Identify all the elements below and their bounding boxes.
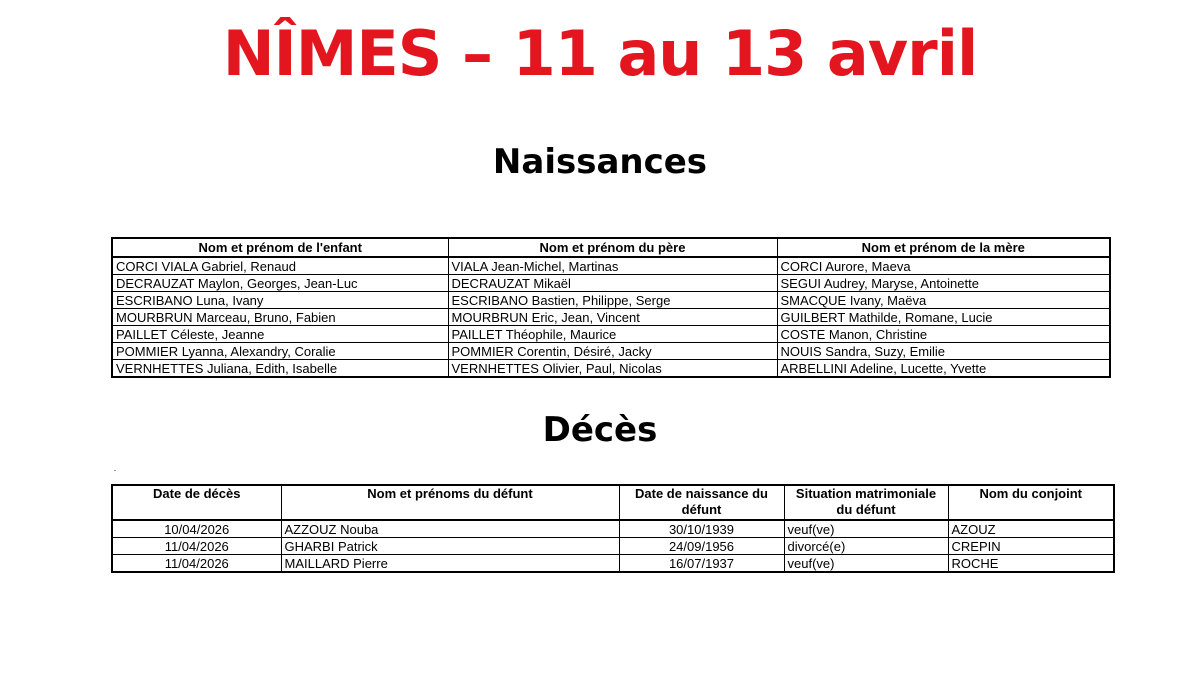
column-header: Nom et prénoms du défunt — [281, 485, 619, 520]
marital-status-cell: veuf(ve) — [784, 555, 948, 573]
father-name-cell: MOURBRUN Eric, Jean, Vincent — [448, 309, 777, 326]
child-name-cell: POMMIER Lyanna, Alexandry, Coralie — [112, 343, 448, 360]
table-row — [112, 343, 1110, 360]
birth-date-cell: 24/09/1956 — [619, 538, 784, 555]
table-row — [112, 275, 1110, 292]
births-section-title: Naissances — [492, 142, 708, 182]
spouse-name-cell: ROCHE — [948, 555, 1114, 573]
child-name-cell: ESCRIBANO Luna, Ivany — [112, 292, 448, 309]
stray-mark — [114, 470, 116, 471]
column-header: Nom et prénom de l'enfant — [112, 238, 448, 257]
father-name-cell: VIALA Jean-Michel, Martinas — [448, 257, 777, 275]
birth-date-cell: 30/10/1939 — [619, 520, 784, 538]
spouse-name-cell: CREPIN — [948, 538, 1114, 555]
deceased-name-cell: MAILLARD Pierre — [281, 555, 619, 573]
table-row — [112, 326, 1110, 343]
table-header-row — [112, 485, 1114, 520]
table-row — [112, 309, 1110, 326]
death-date-cell: 11/04/2026 — [112, 538, 281, 555]
father-name-cell: PAILLET Théophile, Maurice — [448, 326, 777, 343]
death-date-cell: 10/04/2026 — [112, 520, 281, 538]
page-title: NÎMES – 11 au 13 avril — [222, 17, 978, 90]
table-row — [112, 360, 1110, 378]
mother-name-cell: SMACQUE Ivany, Maëva — [777, 292, 1110, 309]
births-table — [111, 237, 1111, 378]
mother-name-cell: NOUIS Sandra, Suzy, Emilie — [777, 343, 1110, 360]
spouse-name-cell: AZOUZ — [948, 520, 1114, 538]
father-name-cell: VERNHETTES Olivier, Paul, Nicolas — [448, 360, 777, 378]
child-name-cell: PAILLET Céleste, Jeanne — [112, 326, 448, 343]
column-header: Nom et prénom du père — [448, 238, 777, 257]
table-header-row — [112, 238, 1110, 257]
table-row — [112, 538, 1114, 555]
death-date-cell: 11/04/2026 — [112, 555, 281, 573]
marital-status-cell: divorcé(e) — [784, 538, 948, 555]
father-name-cell: ESCRIBANO Bastien, Philippe, Serge — [448, 292, 777, 309]
child-name-cell: DECRAUZAT Maylon, Georges, Jean-Luc — [112, 275, 448, 292]
column-header: Nom et prénom de la mère — [777, 238, 1110, 257]
deaths-table — [111, 484, 1115, 573]
child-name-cell: VERNHETTES Juliana, Edith, Isabelle — [112, 360, 448, 378]
marital-status-cell: veuf(ve) — [784, 520, 948, 538]
table-row — [112, 257, 1110, 275]
father-name-cell: POMMIER Corentin, Désiré, Jacky — [448, 343, 777, 360]
mother-name-cell: GUILBERT Mathilde, Romane, Lucie — [777, 309, 1110, 326]
column-header: Situation matrimoniale du défunt — [784, 485, 948, 520]
column-header: Date de naissance du défunt — [619, 485, 784, 520]
column-header: Nom du conjoint — [948, 485, 1114, 520]
deceased-name-cell: AZZOUZ Nouba — [281, 520, 619, 538]
table-row — [112, 555, 1114, 573]
deaths-section-title: Décès — [542, 410, 658, 450]
table-row — [112, 292, 1110, 309]
mother-name-cell: CORCI Aurore, Maeva — [777, 257, 1110, 275]
father-name-cell: DECRAUZAT Mikaël — [448, 275, 777, 292]
child-name-cell: CORCI VIALA Gabriel, Renaud — [112, 257, 448, 275]
child-name-cell: MOURBRUN Marceau, Bruno, Fabien — [112, 309, 448, 326]
table-row — [112, 520, 1114, 538]
column-header: Date de décès — [112, 485, 281, 520]
mother-name-cell: ARBELLINI Adeline, Lucette, Yvette — [777, 360, 1110, 378]
mother-name-cell: COSTE Manon, Christine — [777, 326, 1110, 343]
deceased-name-cell: GHARBI Patrick — [281, 538, 619, 555]
birth-date-cell: 16/07/1937 — [619, 555, 784, 573]
mother-name-cell: SEGUI Audrey, Maryse, Antoinette — [777, 275, 1110, 292]
